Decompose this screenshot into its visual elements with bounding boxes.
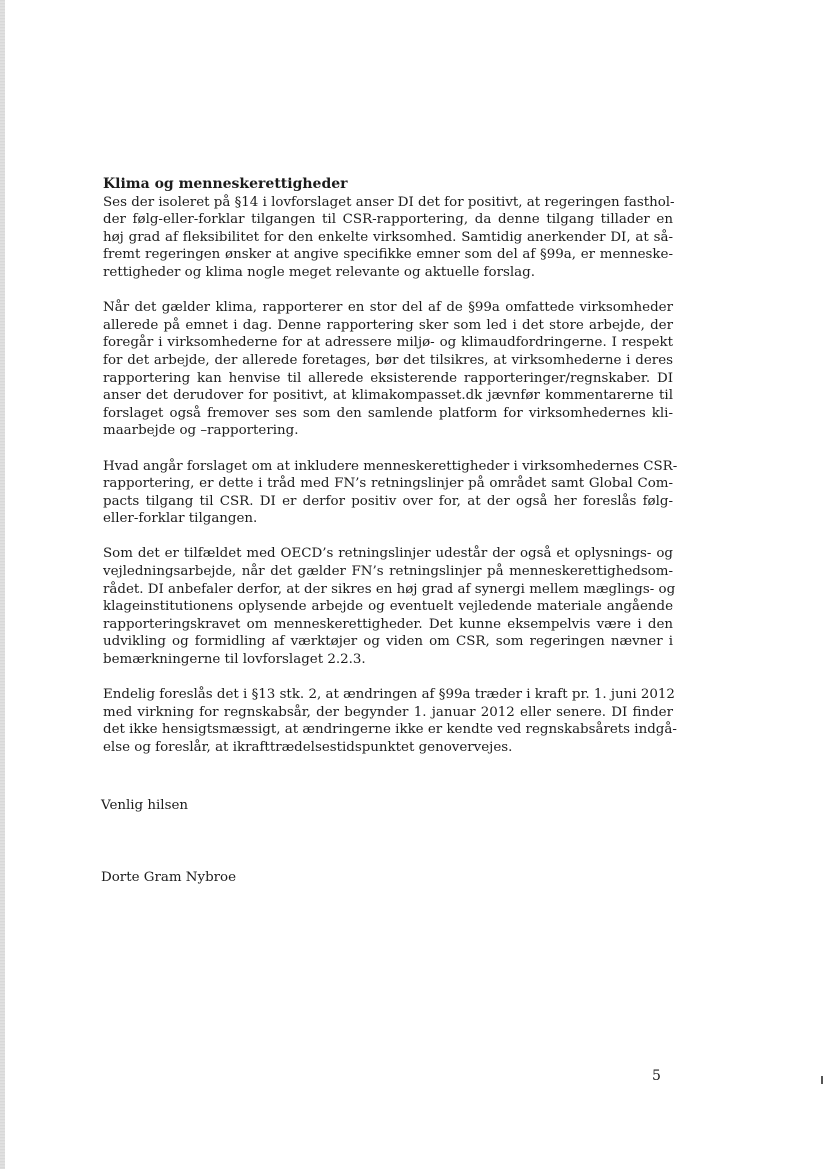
paragraph-line: allerede på emnet i dag. Denne rapportering sker som led i det store arbejde, der bbox=[103, 317, 673, 333]
closing-salutation: Venlig hilsen bbox=[101, 798, 188, 813]
paragraph-line: klageinstitutionens oplysende arbejde og eventuelt vejledende materiale angående bbox=[103, 599, 673, 615]
paragraph-line: der følg-eller-forklar tilgangen til CSR-rapportering, da denne tilgang tillader en bbox=[103, 212, 673, 228]
paragraph-line: eller-forklar tilgangen. bbox=[103, 511, 258, 527]
scan-mark bbox=[821, 1076, 823, 1084]
scan-border bbox=[0, 0, 5, 1169]
paragraph-line: Ses der isoleret på §14 i lovforslaget anser DI det for positivt, at regeringen fasthol- bbox=[103, 194, 675, 210]
paragraph-line: foregår i virksomhederne for at adressere miljø- og klimaudfordringerne. I respekt bbox=[103, 335, 673, 351]
paragraph-line: maarbejde og –rapportering. bbox=[103, 423, 299, 439]
paragraph-line: Hvad angår forslaget om at inkludere menneskerettigheder i virksomhedernes CSR- bbox=[103, 458, 678, 474]
paragraph-line: bemærkningerne til lovforslaget 2.2.3. bbox=[103, 652, 366, 668]
paragraph-line: det ikke hensigtsmæssigt, at ændringerne ikke er kendte ved regnskabsårets indgå- bbox=[103, 722, 677, 738]
paragraph-climate bbox=[103, 299, 673, 440]
paragraph-line: med virkning for regnskabsår, der begynder 1. januar 2012 eller senere. DI finder bbox=[103, 704, 673, 720]
page-number: 5 bbox=[652, 1068, 661, 1084]
paragraph-human-rights bbox=[103, 458, 678, 528]
paragraph-oecd bbox=[103, 545, 676, 668]
paragraph-line: rapporteringskravet om menneskerettigheder. Det kunne eksempelvis være i den bbox=[103, 616, 673, 632]
paragraph-line: for det arbejde, der allerede foretages, bør det tilsikres, at virksomhederne i deres bbox=[103, 352, 673, 368]
paragraph-line: rapportering kan henvise til allerede eksisterende rapporteringer/regnskaber. DI bbox=[103, 370, 673, 386]
paragraph-line: Når det gælder klima, rapporterer en stor del af de §99a omfattede virksomheder bbox=[103, 300, 673, 316]
paragraph-effective-date bbox=[103, 686, 677, 756]
paragraph-intro bbox=[103, 194, 673, 282]
paragraph-line: Endelig foreslås det i §13 stk. 2, at ændringen af §99a træder i kraft pr. 1. juni 2012 bbox=[103, 687, 675, 703]
paragraph-line: rapportering, er dette i tråd med FN’s retningslinjer på området samt Global Com- bbox=[103, 476, 673, 492]
paragraph-line: pacts tilgang til CSR. DI er derfor positiv over for, at der også her foreslås følg- bbox=[103, 493, 673, 509]
paragraph-line: forslaget også fremover ses som den samlende platform for virksomhedernes kli- bbox=[103, 405, 673, 421]
section-heading: Klima og menneskerettigheder bbox=[103, 176, 348, 192]
paragraph-line: anser det derudover for positivt, at klimakompasset.dk jævnfør kommentarerne til bbox=[103, 388, 673, 404]
paragraph-line: rådet. DI anbefaler derfor, at der sikres en høj grad af synergi mellem mæglings- og bbox=[103, 581, 676, 597]
paragraph-line: else og foreslår, at ikrafttrædelsestidspunktet genovervejes. bbox=[103, 740, 513, 755]
paragraph-line: høj grad af fleksibilitet for den enkelte virksomhed. Samtidig anerkender DI, at så- bbox=[103, 229, 673, 245]
paragraph-line: rettigheder og klima nogle meget relevante og aktuelle forslag. bbox=[103, 264, 535, 280]
signature-name: Dorte Gram Nybroe bbox=[101, 870, 237, 885]
paragraph-line: Som det er tilfældet med OECD’s retningslinjer udestår der også et oplysnings- og bbox=[103, 546, 673, 562]
letter-body bbox=[103, 176, 678, 774]
paragraph-line: fremt regeringen ønsker at angive specifikke emner som del af §99a, er menneske- bbox=[103, 247, 673, 263]
paragraph-line: vejledningsarbejde, når det gælder FN’s retningslinjer på menneskerettighedsom- bbox=[103, 564, 673, 580]
paragraph-line: udvikling og formidling af værktøjer og viden om CSR, som regeringen nævner i bbox=[103, 634, 673, 650]
